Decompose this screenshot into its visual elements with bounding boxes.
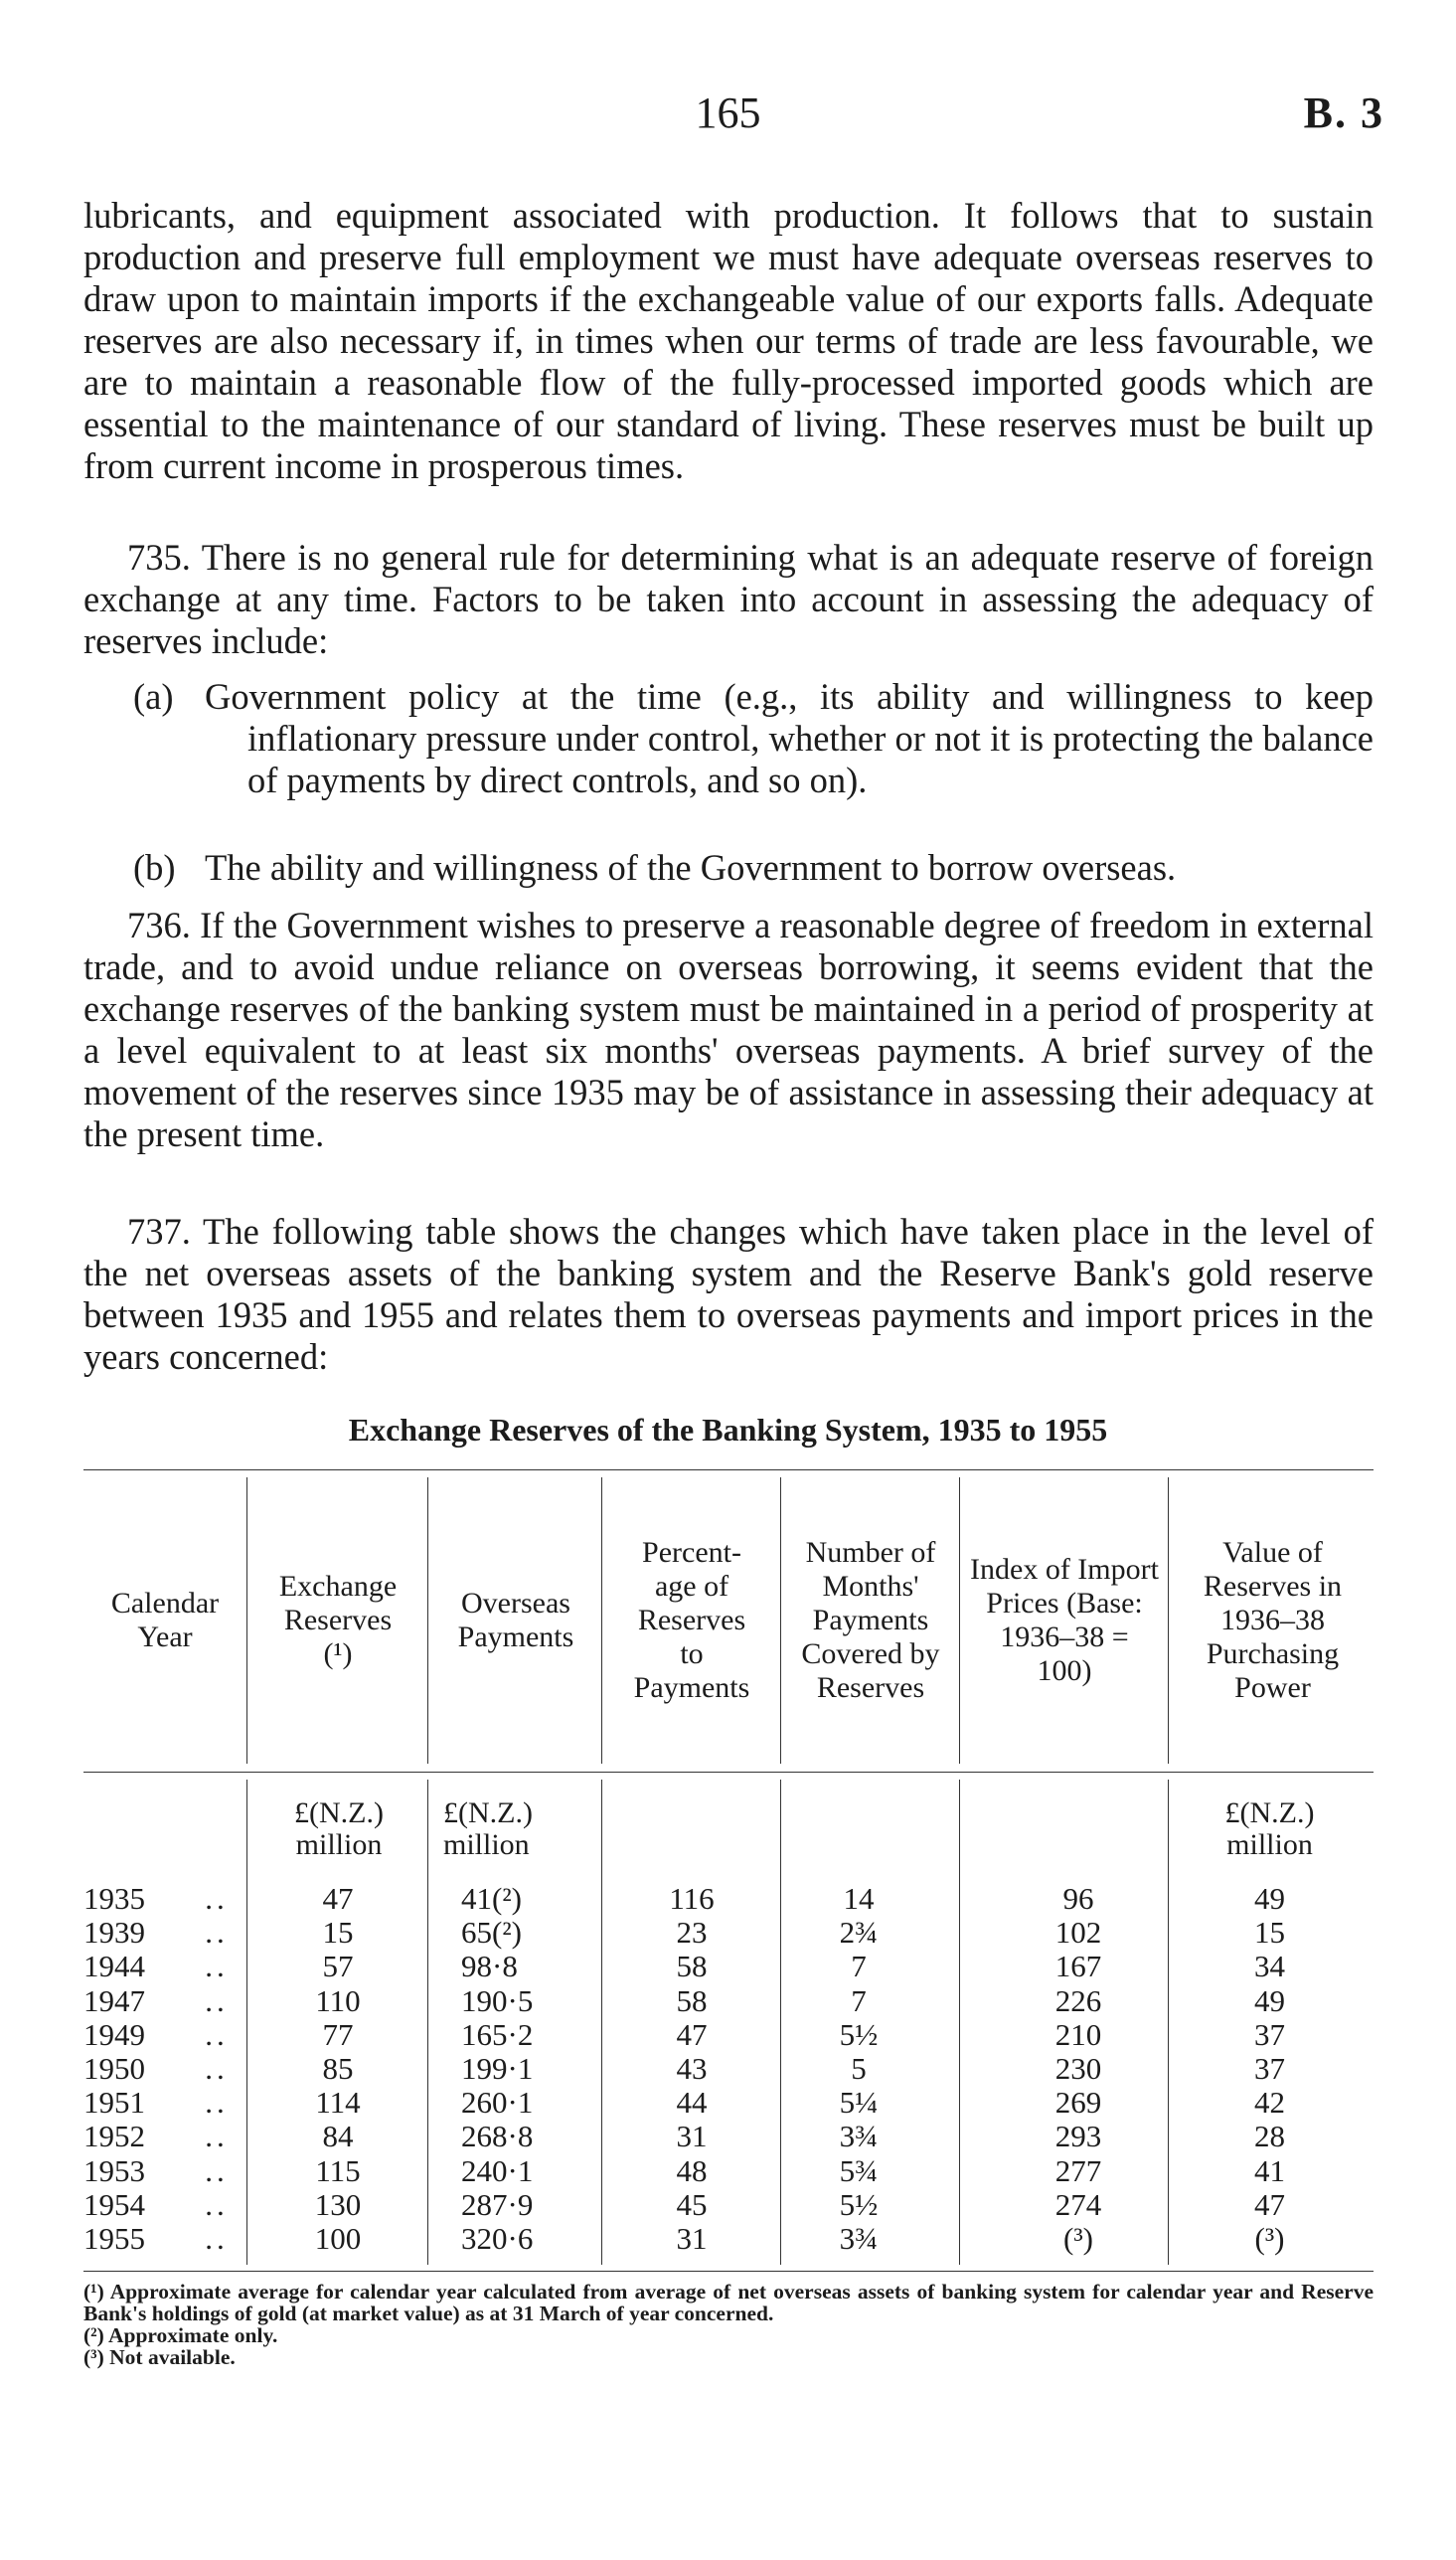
unit-payments: £(N.Z.) million [443,1796,533,1861]
cell-months: 7 [851,1982,867,2018]
column-divider [246,1477,247,1764]
paragraph-737-text: 737. The following table shows the changes which have taken place in the level of the net overseas assets of the banking system and the Reserve Bank's gold reserve between 1935 and 1955 and relates them to overseas payments and import prices in the years concerned: [83,1211,1374,1377]
table-row [0,2052,1456,2086]
column-divider [959,1477,960,1764]
column-header-reserves: Exchange Reserves (¹) [278,1570,398,1670]
table-bottom-rule [83,2271,1374,2272]
footnote-2: (²) Approximate only. [83,2323,278,2347]
cell-year: 1947 [83,1982,145,2018]
cell-payments: 41(²) [461,1881,522,1916]
leader-dots: .. [205,2085,229,2121]
cell-reserves: 114 [315,2085,361,2121]
cell-index: 102 [1054,1915,1102,1951]
cell-index: 210 [1054,2016,1102,2052]
cell-index: 274 [1054,2186,1102,2222]
list-item-a-label: (a) [133,676,174,717]
cell-percentage: 116 [669,1881,715,1916]
paragraph-735 [83,537,1374,662]
footnote-3: (³) Not available. [83,2345,236,2369]
cell-year: 1949 [83,2016,145,2052]
column-header-months: Number of Months' Payments Covered by Reserves [801,1536,940,1704]
cell-payments: 268·8 [461,2119,534,2154]
paragraph-736-text: 736. If the Government wishes to preserve a reasonable degree of freedom in external trade, and to avoid undue reliance on overseas borrowing, it seems evident that the exchange reserves of the banking system must be maintained in a period of prosperity at a level equivalent to at least six months' overseas payments. A brief survey of the movement of the reserves since 1935 may be of assistance in assessing their adequacy at the present time. [83,905,1374,1154]
cell-index: 269 [1054,2085,1102,2121]
table-top-rule [83,1469,1374,1470]
cell-percentage: 43 [676,2051,708,2086]
cell-payments: 260·1 [461,2085,534,2121]
cell-year: 1950 [83,2051,145,2086]
column-header-value: Value of Reserves in 1936–38 Purchasing Power [1203,1536,1343,1704]
table-row [0,2154,1456,2188]
table-row [0,2120,1456,2153]
cell-reserves: 57 [322,1949,354,1984]
cell-reserves: 77 [322,2016,354,2052]
cell-months: 5½ [839,2186,879,2222]
leader-dots: .. [205,2119,229,2154]
cell-percentage: 31 [676,2221,708,2256]
cell-value: 28 [1254,2119,1285,2154]
leader-dots: .. [205,2186,229,2222]
table-row [0,1882,1456,1916]
list-item-b-text: The ability and willingness of the Government to borrow overseas. [205,847,1177,888]
table-row [0,2222,1456,2256]
cell-months: 2¾ [839,1915,879,1951]
list-item-b [83,847,1374,889]
cell-value: 42 [1254,2085,1285,2121]
cell-months: 5½ [839,2016,879,2052]
table-header-rule [83,1772,1374,1773]
cell-index: 226 [1054,1982,1102,2018]
list-item-b-label: (b) [133,847,176,888]
cell-reserves: 85 [322,2051,354,2086]
cell-value: 34 [1254,1949,1285,1984]
cell-index: 293 [1054,2119,1102,2154]
cell-months: 5¾ [839,2152,879,2188]
cell-value: 49 [1254,1881,1285,1916]
cell-value: 47 [1254,2186,1285,2222]
column-divider [780,1477,781,1764]
cell-index: 167 [1054,1949,1102,1984]
footnote-1: (¹) Approximate average for calendar year calculated from average of net overseas assets of banking system for calendar year and Reserve Bank's holdings of gold (at market value) as at 31 March of year concerned. [83,2280,1374,2325]
table-row [0,2086,1456,2120]
cell-months: 5 [851,2051,867,2086]
column-divider [427,1477,428,1764]
paragraph-intro-text: lubricants, and equipment associated with production. It follows that to sustain production and preserve full employment we must have adequate overseas reserves to draw upon to maintain imports if the exchangeable value of our exports falls. Adequate reserves are also necessary if, in times when our terms of trade are less favourable, we are to maintain a reasonable flow of the fully-processed imported goods which are essential to the maintenance of our standard of living. These reserves must be built up from current income in prosperous times. [83,195,1374,486]
cell-reserves: 115 [315,2152,361,2188]
leader-dots: .. [205,1881,229,1916]
table-row [0,2188,1456,2222]
cell-year: 1944 [83,1949,145,1984]
cell-months: 7 [851,1949,867,1984]
cell-months: 14 [843,1881,875,1916]
cell-reserves: 130 [314,2186,362,2222]
cell-year: 1953 [83,2152,145,2188]
paragraph-intro [83,195,1374,487]
table-row [0,2018,1456,2052]
reserves-note: (¹) [323,1637,353,1670]
leader-dots: .. [205,1915,229,1951]
column-header-percentage: Percent-age of Reserves to Payments [633,1536,750,1704]
cell-index: 277 [1054,2152,1102,2188]
column-divider [1168,1477,1169,1764]
cell-reserves: 100 [314,2221,362,2256]
paragraph-736 [83,905,1374,1155]
cell-percentage: 44 [676,2085,708,2121]
cell-value: 41 [1254,2152,1285,2188]
cell-reserves: 15 [322,1915,354,1951]
table-row [0,1916,1456,1950]
cell-percentage: 23 [676,1915,708,1951]
cell-index: 96 [1062,1881,1094,1916]
cell-value: 37 [1254,2016,1285,2052]
cell-year: 1939 [83,1915,145,1951]
list-item-a [83,676,1374,801]
cell-payments: 199·1 [461,2051,534,2086]
leader-dots: .. [205,2152,229,2188]
cell-percentage: 58 [676,1982,708,2018]
cell-payments: 190·5 [461,1982,534,2018]
cell-value: (³) [1254,2221,1285,2256]
cell-index: 230 [1054,2051,1102,2086]
leader-dots: .. [205,2016,229,2052]
leader-dots: .. [205,2221,229,2256]
cell-payments: 240·1 [461,2152,534,2188]
footnotes [83,2281,1374,2368]
leader-dots: .. [205,1982,229,2018]
cell-percentage: 47 [676,2016,708,2052]
cell-percentage: 45 [676,2186,708,2222]
cell-value: 49 [1254,1982,1285,2018]
unit-reserves: £(N.Z.) million [294,1796,384,1861]
cell-payments: 320·6 [461,2221,534,2256]
table-title: Exchange Reserves of the Banking System, 1935 to 1955 [348,1412,1108,1448]
cell-percentage: 31 [676,2119,708,2154]
column-header-year: Calendar Year [110,1587,220,1653]
cell-percentage: 58 [676,1949,708,1984]
leader-dots: .. [205,1949,229,1984]
unit-value: £(N.Z.) million [1224,1796,1315,1861]
column-header-index: Index of Import Prices (Base: 1936–38 = 100) [970,1553,1159,1687]
cell-reserves: 47 [322,1881,354,1916]
list-item-a-text: Government policy at the time (e.g., its ability and willingness to keep inflationary pressure under control, whether or not it is protecting the balance of payments by direct controls, and so on). [205,676,1374,800]
column-divider [601,1477,602,1764]
leader-dots: .. [205,2051,229,2086]
cell-value: 15 [1254,1915,1285,1951]
cell-year: 1935 [83,1881,145,1916]
cell-payments: 98·8 [461,1949,518,1984]
paragraph-735-text: 735. There is no general rule for determining what is an adequate reserve of foreign exchange at any time. Factors to be taken into account in assessing the adequacy of reserves include: [83,537,1374,661]
table-row [0,1984,1456,2018]
cell-months: 5¼ [839,2085,879,2121]
paragraph-737 [83,1211,1374,1378]
cell-reserves: 84 [322,2119,354,2154]
cell-payments: 65(²) [461,1915,522,1951]
page-number: 165 [695,88,761,137]
cell-reserves: 110 [315,1982,361,2018]
cell-year: 1951 [83,2085,145,2121]
column-header-payments: Overseas Payments [457,1587,574,1653]
cell-months: 3¾ [839,2221,879,2256]
cell-value: 37 [1254,2051,1285,2086]
cell-index: (³) [1063,2221,1093,2256]
cell-payments: 287·9 [461,2186,534,2222]
cell-year: 1954 [83,2186,145,2222]
table-row [0,1950,1456,1983]
cell-year: 1955 [83,2221,145,2256]
document-reference: B. 3 [1303,88,1384,137]
cell-payments: 165·2 [461,2016,534,2052]
cell-year: 1952 [83,2119,145,2154]
cell-months: 3¾ [839,2119,879,2154]
cell-percentage: 48 [676,2152,708,2188]
